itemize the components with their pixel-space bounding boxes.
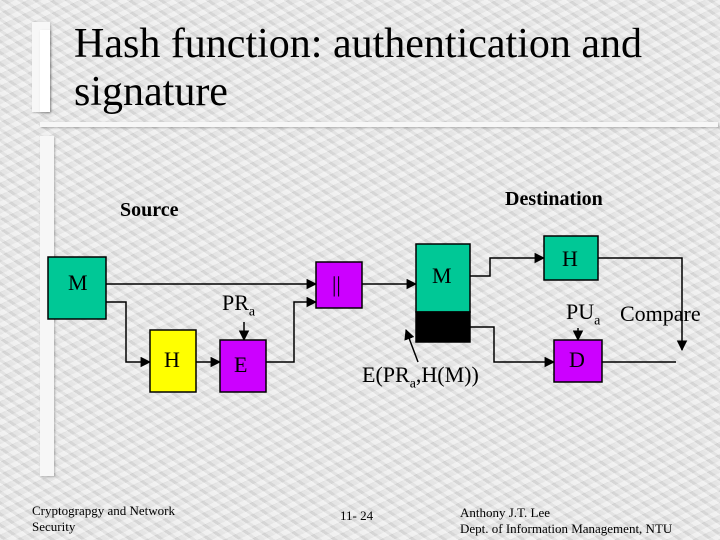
e-to-concat-line [266,302,316,362]
footer-author [460,505,672,537]
h-dest-label: H [562,246,578,271]
d-label: D [569,347,585,372]
concat-label: || [332,272,341,297]
footer-course-line2: Security [32,519,76,534]
public-key-text: PU [566,299,595,324]
sig-to-d-line [470,327,554,362]
footer-author-line1: Anthony J.T. Lee [460,505,551,520]
footer-course-line1: Cryptograpgy and Network [32,503,175,518]
m-to-h-line [106,302,150,362]
signed-hash-suffix: ,H(M)) [415,362,479,387]
private-key-label [222,290,255,320]
destination-label: Destination [505,188,603,210]
signature-box [416,312,470,342]
compare-label: Compare [620,301,701,326]
signed-hash-label [362,362,479,392]
e-label: E [234,352,248,377]
source-label: Source [120,199,179,221]
private-key-text: PR [222,290,249,315]
private-key-subscript: a [248,304,256,320]
footer-author-line2: Dept. of Information Management, NTU [460,521,673,536]
m-to-hright-line [470,258,544,276]
public-key-subscript: a [594,313,601,329]
signed-hash-subscript: a [409,376,416,392]
signed-hash-prefix: E(PR [362,362,410,387]
footer-course [32,503,175,535]
h-source-label: H [164,347,180,372]
slide-title: Hash function: authentication and signature [74,21,643,115]
footer-page-number: 11- 24 [340,508,374,523]
m-source-label: M [68,270,88,295]
public-key-label [566,299,600,329]
m-dest-label: M [432,263,452,288]
